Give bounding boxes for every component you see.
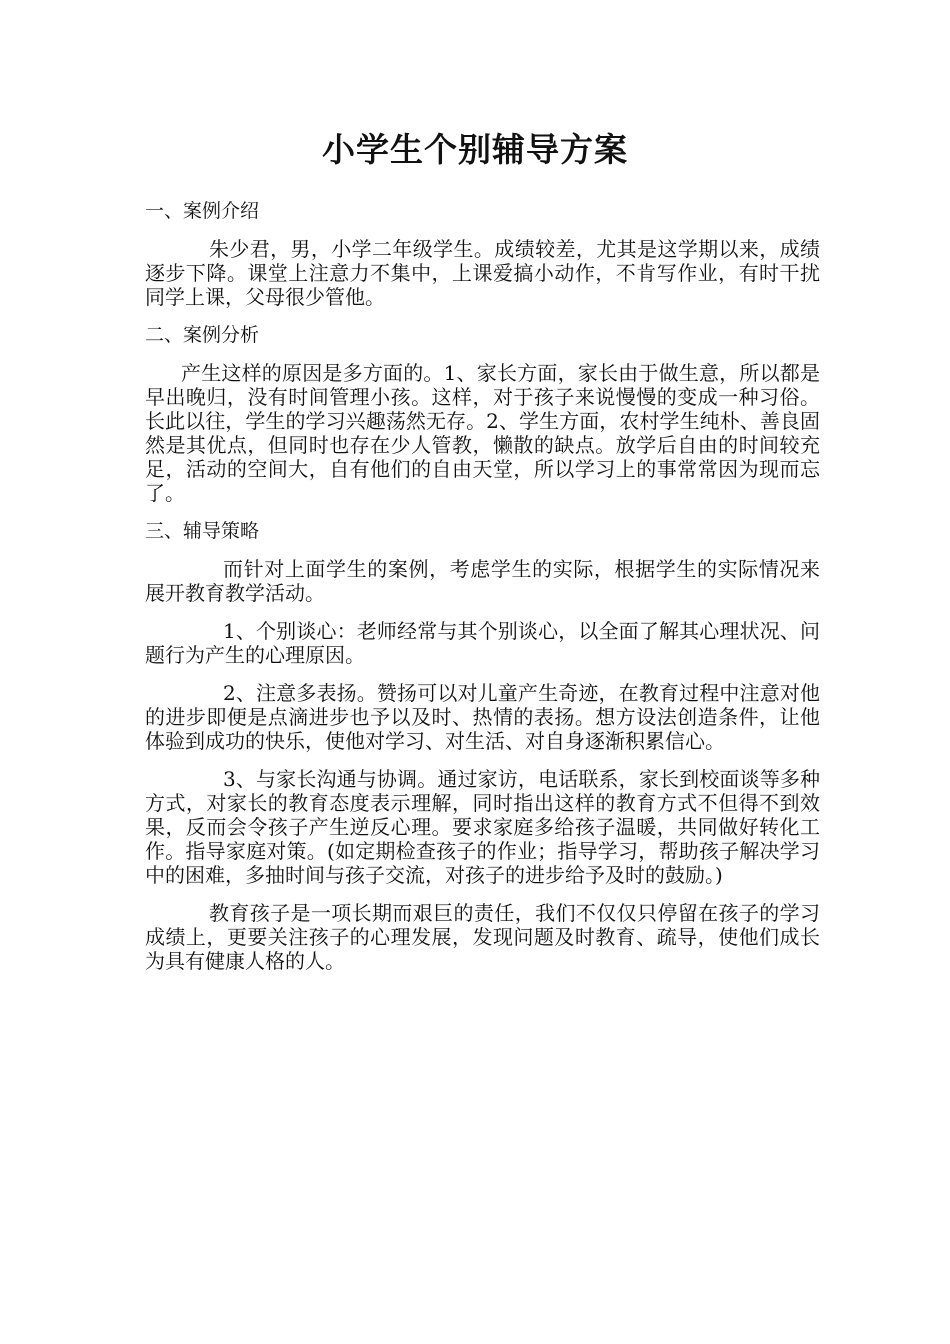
section-heading-case-intro: 一、案例介绍 bbox=[145, 200, 260, 222]
section-heading-case-analysis: 二、案例分析 bbox=[145, 324, 260, 346]
closing-paragraph: 教育孩子是一项长期而艰巨的责任，我们不仅仅只停留在孩子的学习成绩上，更要关注孩子的心理发展，发现问题及时教育、疏导，使他们成长为具有健康人格的人。 bbox=[145, 901, 820, 973]
case-analysis-paragraph: 产生这样的原因是多方面的。1、家长方面，家长由于做生意，所以都是早出晚归，没有时间管理小孩。这样，对于孩子来说慢慢的变成一种习俗。长此以往，学生的学习兴趣荡然无存。2、学生方面，农村学生纯朴、善良固然是其优点，但同时也存在少人管教，懒散的缺点。放学后自由的时间较充足，活动的空间大，自有他们的自由天堂，所以学习上的事常常因为现而忘了。 bbox=[145, 361, 820, 505]
strategy-item-parents: 3、与家长沟通与协调。通过家访，电话联系，家长到校面谈等多种方式，对家长的教育态度表示理解，同时指出这样的教育方式不但得不到效果，反而会令孩子产生逆反心理。要求家庭多给孩子温暖，共同做好转化工作。指导家庭对策。(如定期检查孩子的作业；指导学习，帮助孩子解决学习中的困难，多抽时间与孩子交流，对孩子的进步给予及时的鼓励。) bbox=[145, 767, 820, 887]
case-intro-paragraph: 朱少君，男，小学二年级学生。成绩较差，尤其是这学期以来，成绩逐步下降。课堂上注意力不集中，上课爱搞小动作，不肯写作业，有时干扰同学上课，父母很少管他。 bbox=[145, 237, 820, 309]
strategy-intro-paragraph: 而针对上面学生的案例，考虑学生的实际，根据学生的实际情况来展开教育教学活动。 bbox=[145, 557, 820, 605]
strategy-item-talk: 1、个别谈心：老师经常与其个别谈心，以全面了解其心理状况、问题行为产生的心理原因。 bbox=[145, 619, 820, 667]
document-body bbox=[145, 195, 820, 973]
page-title: 小学生个别辅导方案 bbox=[322, 130, 628, 169]
strategy-item-praise: 2、注意多表扬。赞扬可以对儿童产生奇迹，在教育过程中注意对他的进步即便是点滴进步也予以及时、热情的表扬。想方设法创造条件，让他体验到成功的快乐，使他对学习、对生活、对自身逐渐积累信心。 bbox=[145, 681, 820, 753]
section-heading-strategy: 三、辅导策略 bbox=[145, 520, 260, 542]
